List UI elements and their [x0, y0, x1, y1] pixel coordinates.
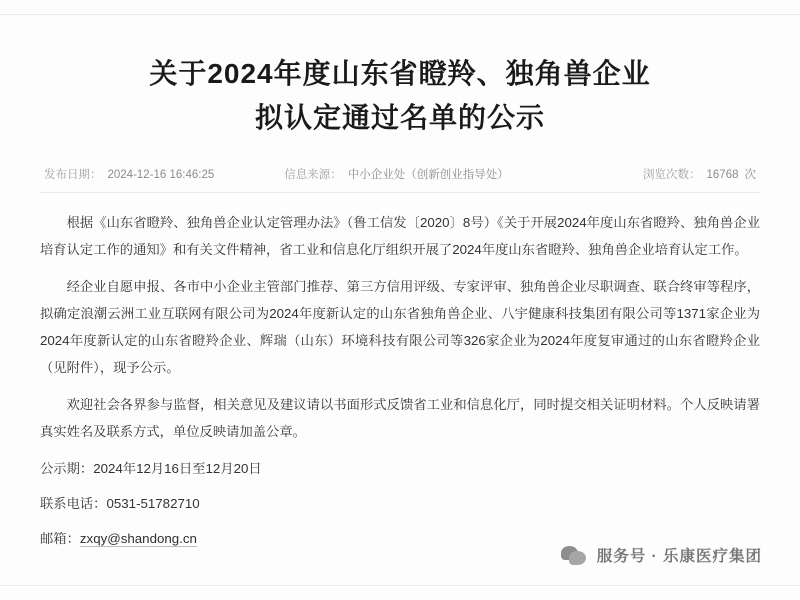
- meta-divider: [40, 192, 760, 193]
- view-count-unit: 次: [744, 169, 756, 181]
- page-title: [40, 0, 760, 140]
- info-source: [254, 166, 509, 182]
- publish-date: [44, 166, 214, 182]
- paragraph-2: 经企业自愿申报、各市中小企业主管部门推荐、第三方信用评级、专家评审、独角兽企业尽职调查、联合终审等程序，拟确定浪潮云洲工业互联网有限公司为2024年度新认定的山东省独角兽企业、八宇健康科技集团有限公司等1371家企业为2024年度新认定的山东省瞪羚企业、辉瑞（山东）环境科技有限公司等326家企业为2024年度复审通过的山东省瞪羚企业（见附件），现予公示。: [40, 279, 760, 375]
- publicity-period: [40, 455, 760, 482]
- top-divider: [0, 14, 800, 15]
- publicity-period-value: 2024年12月16日至12月20日: [93, 461, 262, 476]
- paragraph-1: 根据《山东省瞪羚、独角兽企业认定管理办法》（鲁工信发〔2020〕8号）《关于开展2024年度山东省瞪羚、独角兽企业培育认定工作的通知》和有关文件精神，省工业和信息化厅组织开展了2024年度山东省瞪羚、独角兽企业培育认定工作。: [40, 215, 760, 257]
- publish-date-label: 发布日期：: [44, 169, 102, 181]
- watermark-label: 服务号 · 乐康医疗集团: [596, 548, 762, 565]
- article-meta: [40, 166, 760, 182]
- title-line-1: 关于2024年度山东省瞪羚、独角兽企业: [149, 58, 651, 89]
- article-body: [40, 209, 760, 552]
- info-source-label: 信息来源：: [284, 169, 342, 181]
- contact-phone-value: 0531-51782710: [106, 496, 200, 511]
- publicity-period-label: 公示期：: [40, 461, 94, 476]
- contact-phone: [40, 490, 760, 517]
- info-source-value: 中小企业处（创新创业指导处）: [347, 169, 509, 181]
- contact-email-label: 邮箱：: [40, 531, 80, 546]
- watermark: [561, 544, 762, 566]
- contact-phone-label: 联系电话：: [40, 496, 107, 511]
- paragraph-3: 欢迎社会各界参与监督，相关意见及建议请以书面形式反馈省工业和信息化厅，同时提交相关证明材料。个人反映请署真实姓名及联系方式，单位反映请加盖公章。: [40, 397, 760, 439]
- wechat-service-icon: [561, 544, 587, 566]
- bottom-divider: [0, 585, 800, 586]
- publish-date-value: 2024-12-16 16:46:25: [107, 169, 215, 181]
- view-count: [643, 166, 756, 182]
- contact-email-value[interactable]: zxqy@shandong.cn: [79, 531, 197, 546]
- view-count-label: 浏览次数：: [643, 169, 701, 181]
- view-count-value: 16768: [706, 169, 739, 181]
- title-line-2: 拟认定通过名单的公示: [254, 102, 545, 133]
